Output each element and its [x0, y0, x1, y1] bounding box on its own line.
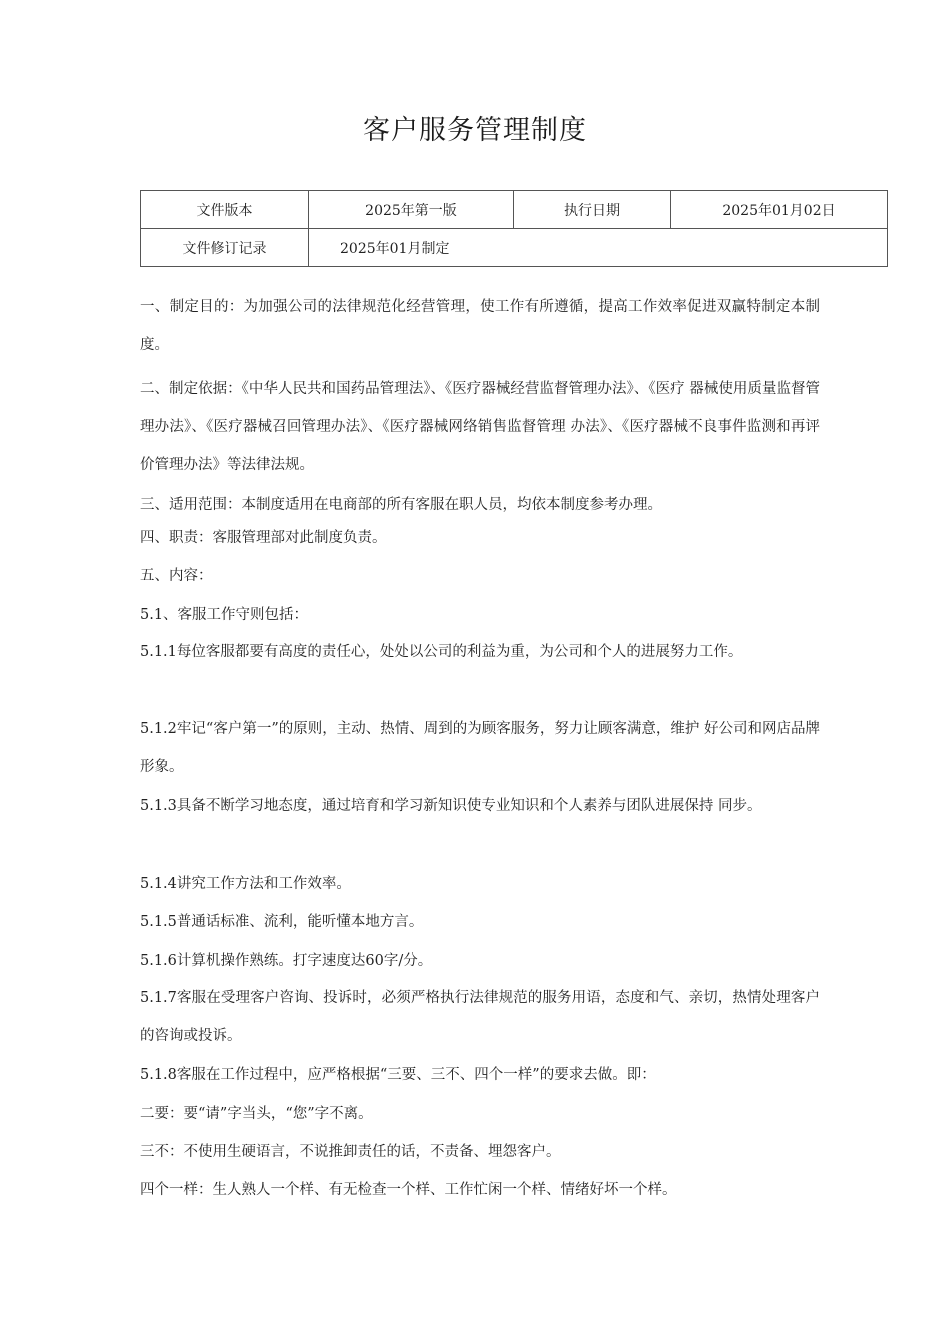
exec-date-label: 执行日期 — [514, 191, 671, 229]
paragraph-5-1-4: 5.1.4讲究工作方法和工作效率。 — [140, 876, 351, 892]
paragraph-5-1: 5.1、客服工作守则包括： — [140, 607, 309, 623]
page-title: 客户服务管理制度 — [363, 115, 587, 146]
paragraph-5-1-8: 5.1.8客服在工作过程中，应严格根据“三要、三不、四个一样”的要求去做。即： — [140, 1067, 656, 1083]
paragraph-three-donts: 三不：不使用生硬语言，不说推卸责任的话，不责备、埋怨客户。 — [140, 1144, 561, 1160]
paragraph-5-1-2: 5.1.2牢记“客户第一”的原则，主动、热情、周到的为顾客服务，努力让顾客满意，维护 好公司和网店品牌形象。 — [140, 721, 820, 775]
paragraph-purpose: 一、制定目的：为加强公司的法律规范化经营管理，使工作有所遵循，提高工作效率促进双赢特制定本制度。 — [140, 299, 820, 353]
paragraph-5-1-5: 5.1.5普通话标准、流利，能听懂本地方言。 — [140, 914, 424, 930]
paragraph-responsibility: 四、职责：客服管理部对此制度负责。 — [140, 530, 387, 546]
paragraph-scope: 三、适用范围：本制度适用在电商部的所有客服在职人员，均依本制度参考办理。 — [140, 497, 662, 513]
table-row — [141, 191, 888, 229]
paragraph-5-1-6: 5.1.6计算机操作熟练。打字速度达60字/分。 — [140, 953, 433, 969]
version-value: 2025年第一版 — [309, 191, 514, 229]
revision-value: 2025年01月制定 — [309, 229, 888, 267]
paragraph-5-1-1: 5.1.1每位客服都要有高度的责任心，处处以公司的利益为重，为公司和个人的进展努力工作。 — [140, 644, 743, 660]
revision-label: 文件修订记录 — [141, 229, 309, 267]
paragraph-two-musts: 二要：要“请”字当头，“您”字不离。 — [140, 1106, 373, 1122]
paragraph-basis: 二、制定依据：《中华人民共和国药品管理法》、《医疗器械经营监督管理办法》、《医疗 器械使用质量监督管理办法》、《医疗器械召回管理办法》、《医疗器械网络销售监督管理 办法》、《医疗器械不良事件监测和再评价管理办法》等法律法规。 — [140, 381, 820, 473]
document-meta-table — [140, 190, 888, 267]
table-row — [141, 229, 888, 267]
paragraph-four-sames: 四个一样：生人熟人一个样、有无检查一个样、工作忙闲一个样、情绪好坏一个样。 — [140, 1182, 677, 1198]
version-label: 文件版本 — [141, 191, 309, 229]
paragraph-5-1-7: 5.1.7客服在受理客户咨询、投诉时，必须严格执行法律规范的服务用语，态度和气、亲切，热情处理客户的咨询或投诉。 — [140, 990, 820, 1044]
paragraph-content-heading: 五、内容： — [140, 568, 213, 584]
exec-date-value: 2025年01月02日 — [671, 191, 888, 229]
paragraph-5-1-3: 5.1.3具备不断学习地态度，通过培育和学习新知识使专业知识和个人素养与团队进展保持 同步。 — [140, 798, 762, 814]
